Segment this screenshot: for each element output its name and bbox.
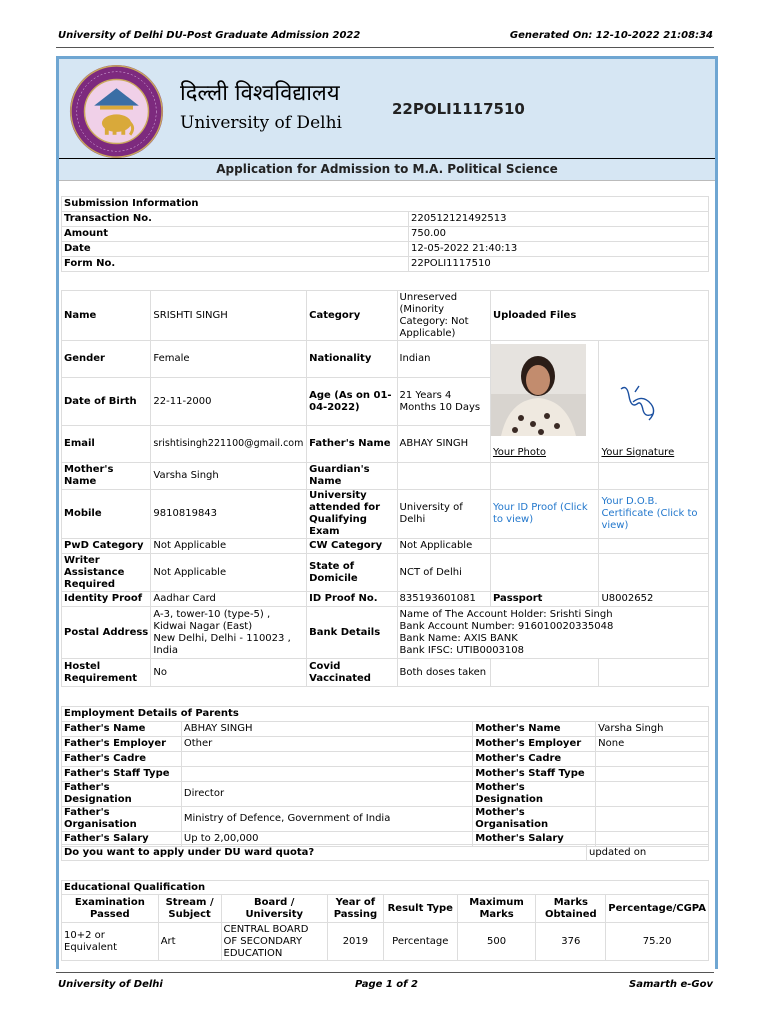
applicant-photo[interactable] — [491, 344, 586, 436]
id-proof-no-label: ID Proof No. — [307, 592, 397, 607]
edu-header: Examination Passed — [62, 895, 159, 923]
bank-details-label: Bank Details — [307, 607, 397, 659]
parent-label: Mother's Designation — [473, 782, 596, 807]
address-line: India — [153, 644, 178, 656]
address-line: A-3, tower-10 (type-5) , — [153, 608, 271, 620]
passport-value: U8002652 — [599, 592, 709, 607]
parent-value: Up to 2,00,000 — [181, 832, 472, 847]
form-no-label: Form No. — [62, 257, 409, 272]
amount-value: 750.00 — [409, 227, 709, 242]
footer-vendor: Samarth e-Gov — [629, 979, 713, 990]
application-title: Application for Admission to M.A. Political Science — [59, 158, 715, 181]
amount-label: Amount — [62, 227, 409, 242]
guardian-value — [397, 463, 490, 490]
gender-label: Gender — [62, 341, 151, 378]
parent-value: ABHAY SINGH — [181, 722, 472, 737]
address-line: New Delhi, Delhi - 110023 , — [153, 632, 291, 644]
mother-name-label: Mother's Name — [62, 463, 151, 490]
education-table — [61, 880, 709, 961]
edu-cell: 376 — [536, 923, 606, 961]
university-logo — [68, 63, 165, 160]
ward-quota-updated: updated on — [587, 845, 709, 861]
mobile-label: Mobile — [62, 490, 151, 539]
parent-value — [181, 767, 472, 782]
university-attended-label: University attended for Qualifying Exam — [307, 490, 397, 539]
mother-name-value: Varsha Singh — [151, 463, 307, 490]
submission-heading: Submission Information — [62, 197, 709, 212]
parents-heading: Employment Details of Parents — [62, 707, 709, 722]
parent-label: Father's Salary — [62, 832, 182, 847]
ward-quota-table — [61, 844, 709, 861]
edu-cell: 75.20 — [606, 923, 709, 961]
edu-cell: 500 — [457, 923, 536, 961]
identity-proof-label: Identity Proof — [62, 592, 151, 607]
id-proof-no-value: 835193601081 — [397, 592, 490, 607]
parent-label: Father's Employer — [62, 737, 182, 752]
parent-label: Father's Staff Type — [62, 767, 182, 782]
edu-header: Result Type — [383, 895, 457, 923]
parent-value: Varsha Singh — [596, 722, 709, 737]
parent-label: Father's Name — [62, 722, 182, 737]
parent-label: Father's Designation — [62, 782, 182, 807]
nationality-value: Indian — [397, 341, 490, 378]
email-value: srishtisingh221100@gmail.com — [151, 426, 307, 463]
parent-value — [596, 782, 709, 807]
applicant-signature[interactable] — [613, 374, 663, 434]
edu-header: Marks Obtained — [536, 895, 606, 923]
footer-university: University of Delhi — [58, 979, 163, 990]
form-no-value: 22POLI1117510 — [409, 257, 709, 272]
cw-label: CW Category — [307, 539, 397, 554]
nationality-label: Nationality — [307, 341, 397, 378]
page-number: Page 1 of 2 — [355, 979, 418, 990]
application-number: 22POLI1117510 — [392, 100, 525, 118]
parent-value: Ministry of Defence, Government of India — [181, 807, 472, 832]
hostel-label: Hostel Requirement — [62, 659, 151, 687]
id-proof-link[interactable]: Your ID Proof (Click to view) — [490, 490, 599, 539]
table-row — [62, 923, 709, 961]
parent-value — [596, 807, 709, 832]
name-label: Name — [62, 291, 151, 341]
cw-value: Not Applicable — [397, 539, 490, 554]
dob-certificate-link[interactable]: Your D.O.B. Certificate (Click to view) — [599, 490, 709, 539]
mobile-value: 9810819843 — [151, 490, 307, 539]
edu-header: Percentage/CGPA — [606, 895, 709, 923]
dob-label: Date of Birth — [62, 378, 151, 426]
bank-line: Name of The Account Holder: Srishti Singh — [399, 608, 613, 620]
application-form — [56, 56, 718, 969]
parent-label: Mother's Staff Type — [473, 767, 596, 782]
domicile-value: NCT of Delhi — [397, 554, 490, 592]
header-rule — [56, 47, 714, 48]
postal-address-label: Postal Address — [62, 607, 151, 659]
parents-employment-table — [61, 706, 709, 847]
parent-label: Mother's Name — [473, 722, 596, 737]
covid-value: Both doses taken — [397, 659, 490, 687]
pwd-value: Not Applicable — [151, 539, 307, 554]
edu-header: Year of Passing — [327, 895, 383, 923]
submission-info-table — [61, 196, 709, 272]
bank-details-value — [397, 607, 708, 659]
bank-line: Bank Name: AXIS BANK — [399, 632, 518, 644]
edu-cell: Art — [158, 923, 221, 961]
writer-value: Not Applicable — [151, 554, 307, 592]
page-header — [58, 30, 713, 44]
name-value: SRISHTI SINGH — [151, 291, 307, 341]
category-label: Category — [307, 291, 397, 341]
parent-value — [596, 752, 709, 767]
bank-line: Bank Account Number: 916010020335048 — [399, 620, 614, 632]
parent-label: Mother's Salary — [473, 832, 596, 847]
postal-address-value — [151, 607, 307, 659]
education-heading: Educational Qualification — [62, 881, 709, 895]
parent-value — [596, 767, 709, 782]
edu-cell: 2019 — [327, 923, 383, 961]
personal-details-table — [61, 290, 709, 687]
gender-value: Female — [151, 341, 307, 378]
identity-proof-value: Aadhar Card — [151, 592, 307, 607]
parent-label: Father's Cadre — [62, 752, 182, 767]
parent-label: Mother's Cadre — [473, 752, 596, 767]
university-attended-value: University of Delhi — [397, 490, 490, 539]
category-value: Unreserved (Minority Category: Not Applicable) — [397, 291, 490, 341]
parent-value: Director — [181, 782, 472, 807]
writer-label: Writer Assistance Required — [62, 554, 151, 592]
ward-quota-question: Do you want to apply under DU ward quota? — [62, 845, 587, 861]
edu-header: Board / University — [221, 895, 327, 923]
footer-rule — [56, 972, 714, 973]
email-label: Email — [62, 426, 151, 463]
age-value: 21 Years 4 Months 10 Days — [397, 378, 490, 426]
pwd-label: PwD Category — [62, 539, 151, 554]
parent-label: Mother's Employer — [473, 737, 596, 752]
edu-cell: CENTRAL BOARD OF SECONDARY EDUCATION — [221, 923, 327, 961]
edu-cell: Percentage — [383, 923, 457, 961]
university-name-english: University of Delhi — [180, 113, 342, 133]
parent-value: None — [596, 737, 709, 752]
address-line: Kidwai Nagar (East) — [153, 620, 253, 632]
parent-label: Father's Organisation — [62, 807, 182, 832]
your-photo-link[interactable]: Your Photo — [492, 447, 547, 458]
transaction-value: 220512121492513 — [409, 212, 709, 227]
university-banner — [59, 59, 715, 158]
bank-line: Bank IFSC: UTIB0003108 — [399, 644, 525, 656]
parent-value — [181, 752, 472, 767]
father-name-label: Father's Name — [307, 426, 397, 463]
uploaded-files-label: Uploaded Files — [490, 291, 708, 341]
parent-label: Mother's Organisation — [473, 807, 596, 832]
father-name-value: ABHAY SINGH — [397, 426, 490, 463]
hostel-value: No — [151, 659, 307, 687]
edu-header: Maximum Marks — [457, 895, 536, 923]
age-label: Age (As on 01-04-2022) — [307, 378, 397, 426]
covid-label: Covid Vaccinated — [307, 659, 397, 687]
guardian-label: Guardian's Name — [307, 463, 397, 490]
transaction-label: Transaction No. — [62, 212, 409, 227]
page-footer — [58, 979, 713, 993]
domicile-label: State of Domicile — [307, 554, 397, 592]
your-signature-link[interactable]: Your Signature — [601, 447, 675, 458]
university-name-hindi: दिल्ली विश्वविद्यालय — [180, 81, 340, 106]
header-title: University of Delhi DU-Post Graduate Admission 2022 — [58, 30, 361, 41]
parent-value: Other — [181, 737, 472, 752]
passport-label: Passport — [490, 592, 599, 607]
date-value: 12-05-2022 21:40:13 — [409, 242, 709, 257]
header-generated-on: Generated On: 12-10-2022 21:08:34 — [509, 30, 713, 41]
edu-cell: 10+2 or Equivalent — [62, 923, 159, 961]
edu-header: Stream / Subject — [158, 895, 221, 923]
dob-value: 22-11-2000 — [151, 378, 307, 426]
date-label: Date — [62, 242, 409, 257]
